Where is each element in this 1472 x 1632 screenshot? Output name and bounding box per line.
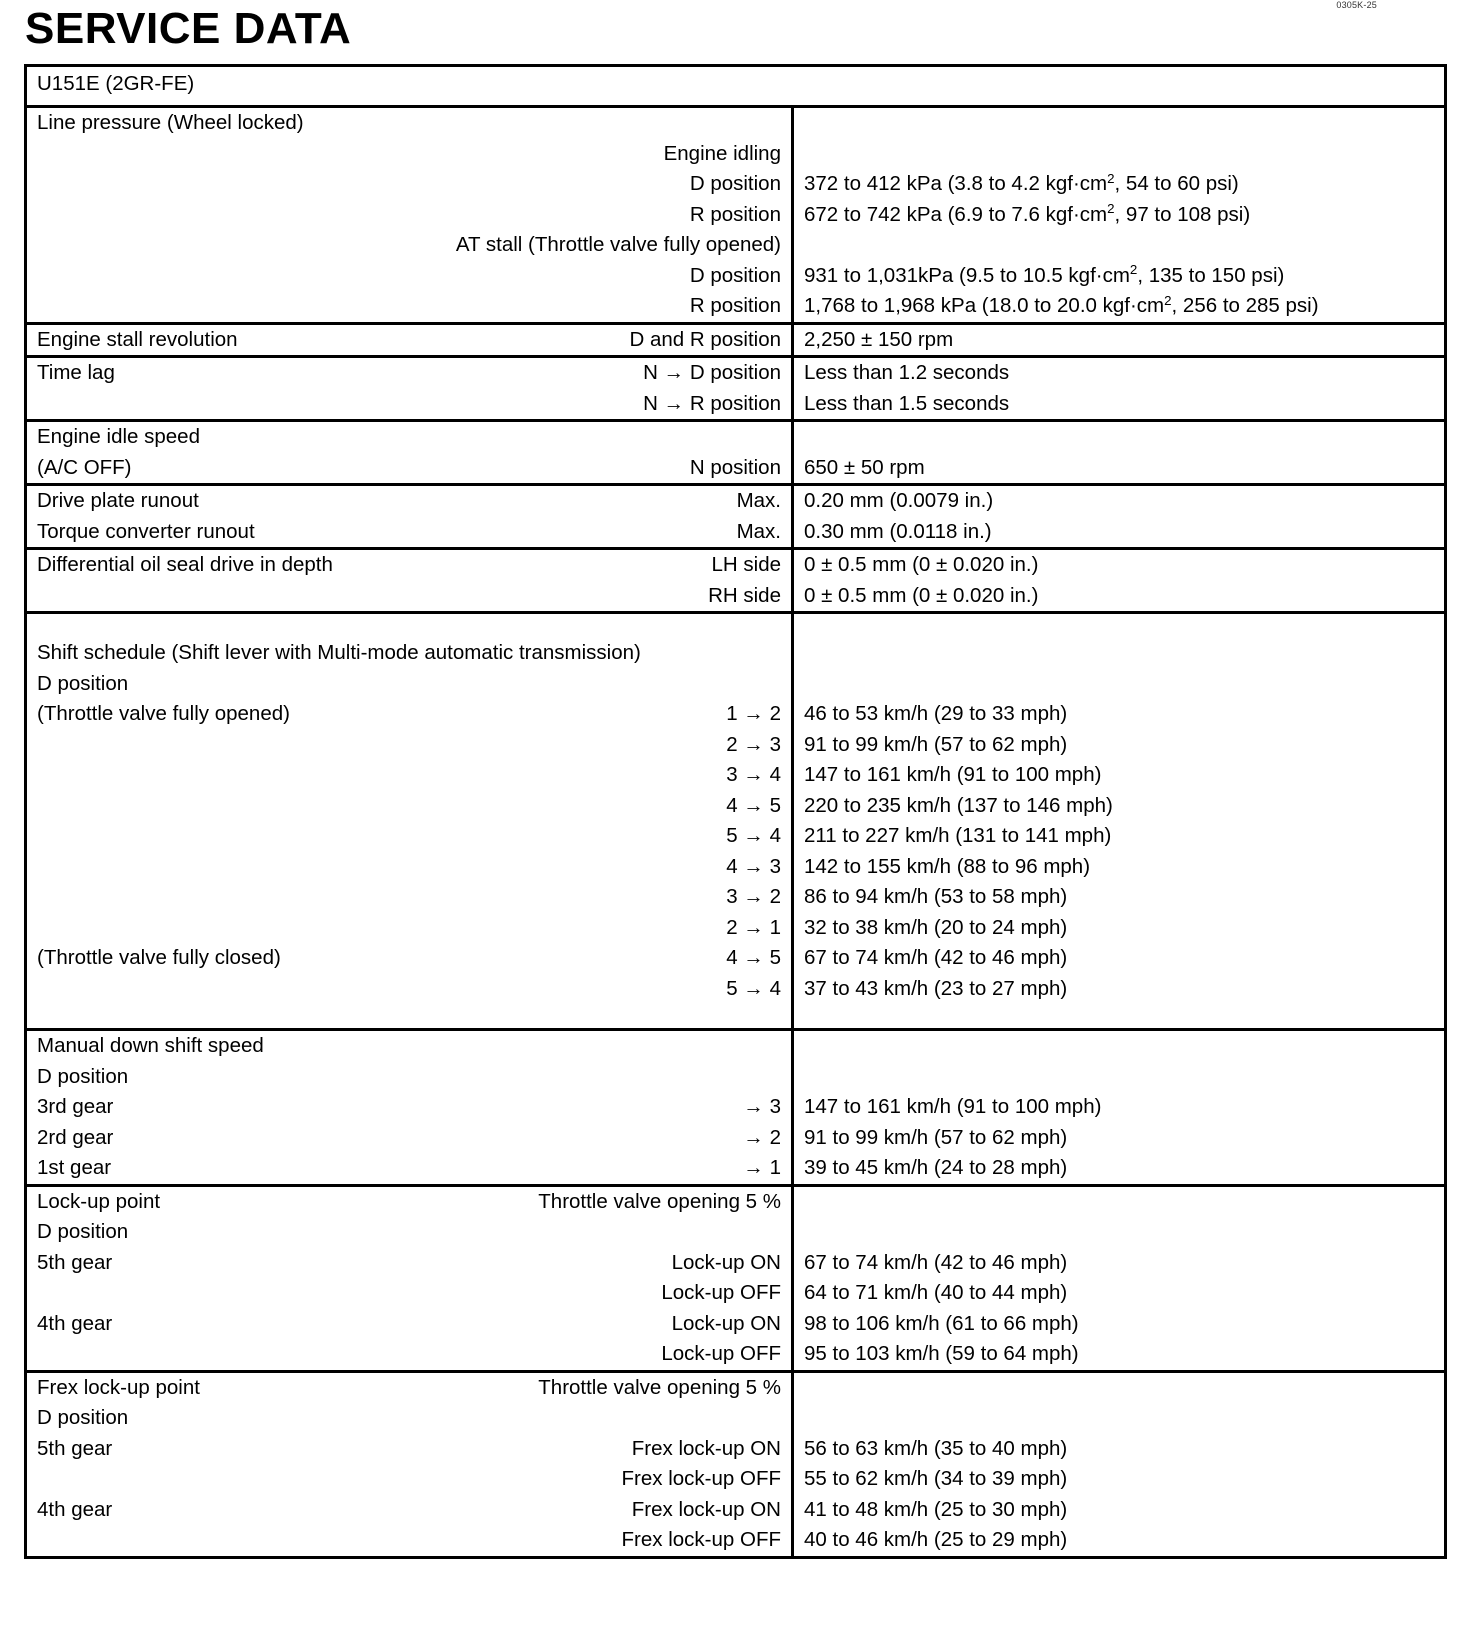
spec-item-cell: [26, 1185, 793, 1371]
spec-value-cell: [793, 1371, 1446, 1557]
spec-value: [794, 389, 1444, 420]
spec-label: 4th gear: [37, 1497, 113, 1521]
spec-condition: → 1: [743, 1156, 781, 1179]
spec-label: (Throttle valve fully opened): [37, 702, 290, 725]
spec-line: [27, 581, 791, 612]
section-row: [26, 1371, 1446, 1557]
section-row: [26, 421, 1446, 485]
spec-line: [27, 1464, 791, 1495]
spec-label: (A/C OFF): [37, 455, 132, 479]
spec-value: [794, 699, 1444, 730]
section-row: [26, 613, 1446, 1030]
spec-condition: 2 → 3: [726, 732, 781, 756]
table-body: [26, 66, 1446, 1558]
spec-value: [794, 638, 1444, 669]
spec-value: [794, 1434, 1444, 1465]
spec-label: D position: [37, 1220, 129, 1243]
spec-condition: → 3: [743, 1095, 781, 1118]
spec-condition: Frex lock-up ON: [631, 1497, 781, 1521]
value-text: 67 to 74 km/h (42 to 46 mph): [804, 1250, 1068, 1274]
spec-condition: Lock-up ON: [671, 1250, 781, 1274]
spec-condition: R position: [689, 294, 781, 317]
spec-value: [794, 1339, 1444, 1370]
spec-value-cell: [793, 613, 1446, 1030]
spec-line: [27, 1123, 791, 1154]
spec-item-cell: [26, 107, 793, 324]
spec-value: [794, 108, 1444, 139]
spec-line: [27, 1248, 791, 1279]
spec-label: Shift schedule (Shift lever with Multi-mode automatic transmission): [37, 641, 641, 664]
spec-value: [794, 852, 1444, 883]
spec-label: Lock-up point: [37, 1189, 161, 1213]
value-text: 0.20 mm (0.0079 in.): [804, 489, 994, 512]
spec-value: [794, 1403, 1444, 1434]
value-text: Less than 1.5 seconds: [804, 391, 1010, 415]
spec-value: [794, 1123, 1444, 1154]
spec-line: [27, 1217, 791, 1248]
spec-line: [27, 638, 791, 669]
spec-label: Drive plate runout: [37, 489, 199, 512]
spec-condition: Throttle valve opening 5 %: [538, 1375, 781, 1399]
spec-value: [794, 1153, 1444, 1184]
spec-line: [27, 550, 791, 581]
spec-value: [794, 1495, 1444, 1526]
spec-value: [794, 325, 1444, 356]
spec-condition: 4 → 5: [726, 946, 781, 969]
spec-value: [794, 1062, 1444, 1093]
document-code: 0305K-25: [1336, 0, 1377, 10]
spec-item-cell: [26, 323, 793, 357]
spec-condition: Max.: [736, 489, 781, 512]
spec-line: [27, 1092, 791, 1123]
service-data-table: [24, 64, 1447, 1559]
spec-label: (Throttle valve fully closed): [37, 946, 281, 969]
spec-condition: Throttle valve opening 5 %: [538, 1189, 781, 1213]
spacer: [794, 614, 1444, 638]
spec-condition: 2 → 1: [726, 915, 781, 939]
spec-line: [27, 108, 791, 139]
spec-label: Engine stall revolution: [37, 327, 238, 351]
spec-value: [794, 1031, 1444, 1062]
spec-value: [794, 422, 1444, 453]
spec-line: [27, 913, 791, 944]
spec-line: [27, 517, 791, 548]
value-text: 0.30 mm (0.0118 in.): [804, 519, 992, 543]
section-row: [26, 1185, 1446, 1371]
spec-line: [27, 1153, 791, 1184]
section-row: [26, 549, 1446, 613]
spec-line: [27, 1434, 791, 1465]
section-row: [26, 107, 1446, 324]
value-text: 41 to 48 km/h (25 to 30 mph): [804, 1497, 1068, 1521]
spec-value: [794, 517, 1444, 548]
value-text: Less than 1.2 seconds: [804, 361, 1010, 384]
value-text: 32 to 38 km/h (20 to 24 mph): [804, 915, 1068, 939]
spec-value: [794, 230, 1444, 261]
spec-line: [27, 882, 791, 913]
spec-condition: D and R position: [629, 327, 781, 351]
spec-value-cell: [793, 323, 1446, 357]
spec-value: [794, 1373, 1444, 1404]
spec-value: [794, 139, 1444, 170]
spec-value-cell: [793, 1030, 1446, 1186]
value-superscript: 2: [1164, 292, 1172, 308]
spec-line: [27, 1187, 791, 1218]
spec-line: [27, 389, 791, 420]
spec-label: 3rd gear: [37, 1095, 114, 1118]
value-text: 147 to 161 km/h (91 to 100 mph): [804, 763, 1102, 786]
value-text: 931 to 1,031kPa (9.5 to 10.5 kgf·cm: [804, 263, 1130, 287]
value-text: 46 to 53 km/h (29 to 33 mph): [804, 702, 1068, 725]
spec-value: [794, 913, 1444, 944]
spec-label: D position: [37, 671, 129, 695]
spec-value: [794, 453, 1444, 484]
spec-label: Line pressure (Wheel locked): [37, 111, 304, 134]
value-superscript: 2: [1129, 262, 1138, 278]
spec-value: [794, 291, 1444, 322]
spec-label: Differential oil seal drive in depth: [37, 553, 333, 576]
spec-condition: Frex lock-up OFF: [621, 1467, 781, 1490]
spec-item-cell: [26, 421, 793, 485]
value-text: 2,250 ± 150 rpm: [804, 327, 954, 351]
spec-value: [794, 821, 1444, 852]
spec-condition: D position: [689, 172, 781, 195]
spec-value: [794, 882, 1444, 913]
spec-condition: Frex lock-up ON: [631, 1436, 781, 1460]
spec-line: [27, 422, 791, 453]
spec-condition: 1 → 2: [726, 702, 781, 725]
spec-line: [27, 1403, 791, 1434]
spec-line: [27, 1339, 791, 1370]
spec-value: [794, 550, 1444, 581]
section-row: [26, 485, 1446, 549]
spec-item-cell: [26, 485, 793, 549]
spec-condition: Lock-up ON: [671, 1311, 781, 1335]
spec-condition: RH side: [708, 583, 781, 607]
spec-value: [794, 486, 1444, 517]
spec-line: [27, 791, 791, 822]
spec-label: Manual down shift speed: [37, 1034, 264, 1057]
spec-condition: Max.: [736, 519, 781, 543]
spec-line: [27, 139, 791, 170]
spacer: [27, 614, 791, 638]
value-text: 91 to 99 km/h (57 to 62 mph): [804, 732, 1068, 756]
spec-condition: LH side: [711, 553, 781, 576]
spec-line: [27, 974, 791, 1005]
spec-value-cell: [793, 1185, 1446, 1371]
spec-value: [794, 1092, 1444, 1123]
spec-value: [794, 791, 1444, 822]
value-text: 372 to 412 kPa (3.8 to 4.2 kgf·cm: [804, 172, 1108, 195]
value-tail: , 54 to 60 psi): [1114, 172, 1239, 195]
spec-value: [794, 200, 1444, 231]
spacer: [794, 1004, 1444, 1028]
section-row: [26, 1030, 1446, 1186]
spec-line: [27, 261, 791, 292]
value-text: 55 to 62 km/h (34 to 39 mph): [804, 1467, 1068, 1490]
header-row: [26, 66, 1446, 107]
spec-label: Torque converter runout: [37, 519, 255, 543]
spec-label: Frex lock-up point: [37, 1375, 200, 1399]
spec-item-cell: [26, 1371, 793, 1557]
spec-condition: Lock-up OFF: [661, 1342, 781, 1365]
spec-condition: N → D position: [643, 361, 781, 384]
spec-value: [794, 1464, 1444, 1495]
spec-value: [794, 1525, 1444, 1556]
value-text: 40 to 46 km/h (25 to 29 mph): [804, 1528, 1068, 1551]
spec-condition: 3 → 2: [726, 885, 781, 908]
value-text: 86 to 94 km/h (53 to 58 mph): [804, 885, 1068, 908]
value-text: 0 ± 0.5 mm (0 ± 0.020 in.): [804, 553, 1039, 576]
spec-label: 1st gear: [37, 1156, 112, 1179]
spec-value: [794, 943, 1444, 974]
spec-condition: N position: [689, 455, 781, 479]
spec-line: [27, 1495, 791, 1526]
spec-line: [27, 453, 791, 484]
value-superscript: 2: [1107, 201, 1115, 217]
spec-line: [27, 730, 791, 761]
value-text: 220 to 235 km/h (137 to 146 mph): [804, 793, 1113, 817]
spec-value: [794, 669, 1444, 700]
value-text: 67 to 74 km/h (42 to 46 mph): [804, 946, 1068, 969]
spec-label: Time lag: [37, 361, 115, 384]
spec-value: [794, 730, 1444, 761]
spec-value-cell: [793, 107, 1446, 324]
spec-line: [27, 1031, 791, 1062]
value-superscript: 2: [1107, 170, 1115, 186]
spec-value-cell: [793, 357, 1446, 421]
value-text: 650 ± 50 rpm: [804, 455, 925, 479]
value-text: 95 to 103 km/h (59 to 64 mph): [804, 1342, 1079, 1365]
spec-line: [27, 200, 791, 231]
spec-line: [27, 1062, 791, 1093]
spec-line: [27, 230, 791, 261]
spec-line: [27, 1309, 791, 1340]
spec-value: [794, 974, 1444, 1005]
spec-value: [794, 261, 1444, 292]
value-text: 91 to 99 km/h (57 to 62 mph): [804, 1125, 1068, 1149]
spec-item-cell: [26, 613, 793, 1030]
value-text: 1,768 to 1,968 kPa (18.0 to 20.0 kgf·cm: [804, 294, 1165, 317]
spec-value: [794, 1217, 1444, 1248]
spec-condition: AT stall (Throttle valve fully opened): [455, 233, 781, 256]
spec-label: D position: [37, 1064, 129, 1088]
spec-line: [27, 1525, 791, 1556]
spec-line: [27, 821, 791, 852]
value-text: 98 to 106 km/h (61 to 66 mph): [804, 1311, 1079, 1335]
spec-item-cell: [26, 549, 793, 613]
section-row: [26, 357, 1446, 421]
model-heading: U151E (2GR-FE): [26, 66, 1446, 107]
value-text: 39 to 45 km/h (24 to 28 mph): [804, 1156, 1068, 1179]
spec-label: 2rd gear: [37, 1125, 114, 1149]
spec-condition: Lock-up OFF: [661, 1281, 781, 1304]
spec-line: [27, 852, 791, 883]
value-text: 37 to 43 km/h (23 to 27 mph): [804, 976, 1068, 1000]
spec-value: [794, 358, 1444, 389]
spec-label: Engine idle speed: [37, 425, 200, 448]
spec-value: [794, 1278, 1444, 1309]
page-title: SERVICE DATA: [25, 4, 352, 53]
spec-value: [794, 581, 1444, 612]
spec-line: [27, 325, 791, 356]
value-text: 0 ± 0.5 mm (0 ± 0.020 in.): [804, 583, 1039, 607]
spec-line: [27, 486, 791, 517]
spec-condition: N → R position: [643, 391, 781, 415]
spec-line: [27, 699, 791, 730]
value-tail: , 135 to 150 psi): [1137, 263, 1285, 287]
spec-label: 4th gear: [37, 1311, 113, 1335]
section-row: [26, 323, 1446, 357]
spec-condition: Frex lock-up OFF: [621, 1528, 781, 1551]
spec-item-cell: [26, 1030, 793, 1186]
spec-value: [794, 169, 1444, 200]
spec-label: 5th gear: [37, 1436, 113, 1460]
value-text: 56 to 63 km/h (35 to 40 mph): [804, 1436, 1068, 1460]
spec-label: 5th gear: [37, 1250, 113, 1274]
spec-condition: 3 → 4: [726, 763, 781, 786]
value-text: 147 to 161 km/h (91 to 100 mph): [804, 1095, 1102, 1118]
spec-condition: Engine idling: [663, 141, 781, 165]
spec-condition: 5 → 4: [726, 976, 781, 1000]
value-tail: , 97 to 108 psi): [1114, 202, 1251, 226]
value-text: 64 to 71 km/h (40 to 44 mph): [804, 1281, 1068, 1304]
spec-line: [27, 291, 791, 322]
spec-condition: R position: [689, 202, 781, 226]
spec-line: [27, 358, 791, 389]
spec-value: [794, 760, 1444, 791]
spec-line: [27, 1278, 791, 1309]
value-text: 211 to 227 km/h (131 to 141 mph): [804, 824, 1112, 847]
spec-condition: 4 → 3: [726, 854, 781, 878]
spec-condition: 4 → 5: [726, 793, 781, 817]
spec-line: [27, 169, 791, 200]
spec-label: D position: [37, 1406, 129, 1429]
spec-value: [794, 1248, 1444, 1279]
spec-condition: 5 → 4: [726, 824, 781, 847]
spacer: [27, 1004, 791, 1028]
spec-condition: → 2: [743, 1125, 781, 1149]
value-text: 142 to 155 km/h (88 to 96 mph): [804, 854, 1091, 878]
spec-value: [794, 1309, 1444, 1340]
spec-line: [27, 669, 791, 700]
value-tail: , 256 to 285 psi): [1171, 294, 1319, 317]
spec-value: [794, 1187, 1444, 1218]
spec-line: [27, 943, 791, 974]
spec-line: [27, 760, 791, 791]
spec-line: [27, 1373, 791, 1404]
spec-value-cell: [793, 549, 1446, 613]
spec-item-cell: [26, 357, 793, 421]
spec-condition: D position: [689, 263, 781, 287]
spec-value-cell: [793, 421, 1446, 485]
value-text: 672 to 742 kPa (6.9 to 7.6 kgf·cm: [804, 202, 1108, 226]
spec-value-cell: [793, 485, 1446, 549]
